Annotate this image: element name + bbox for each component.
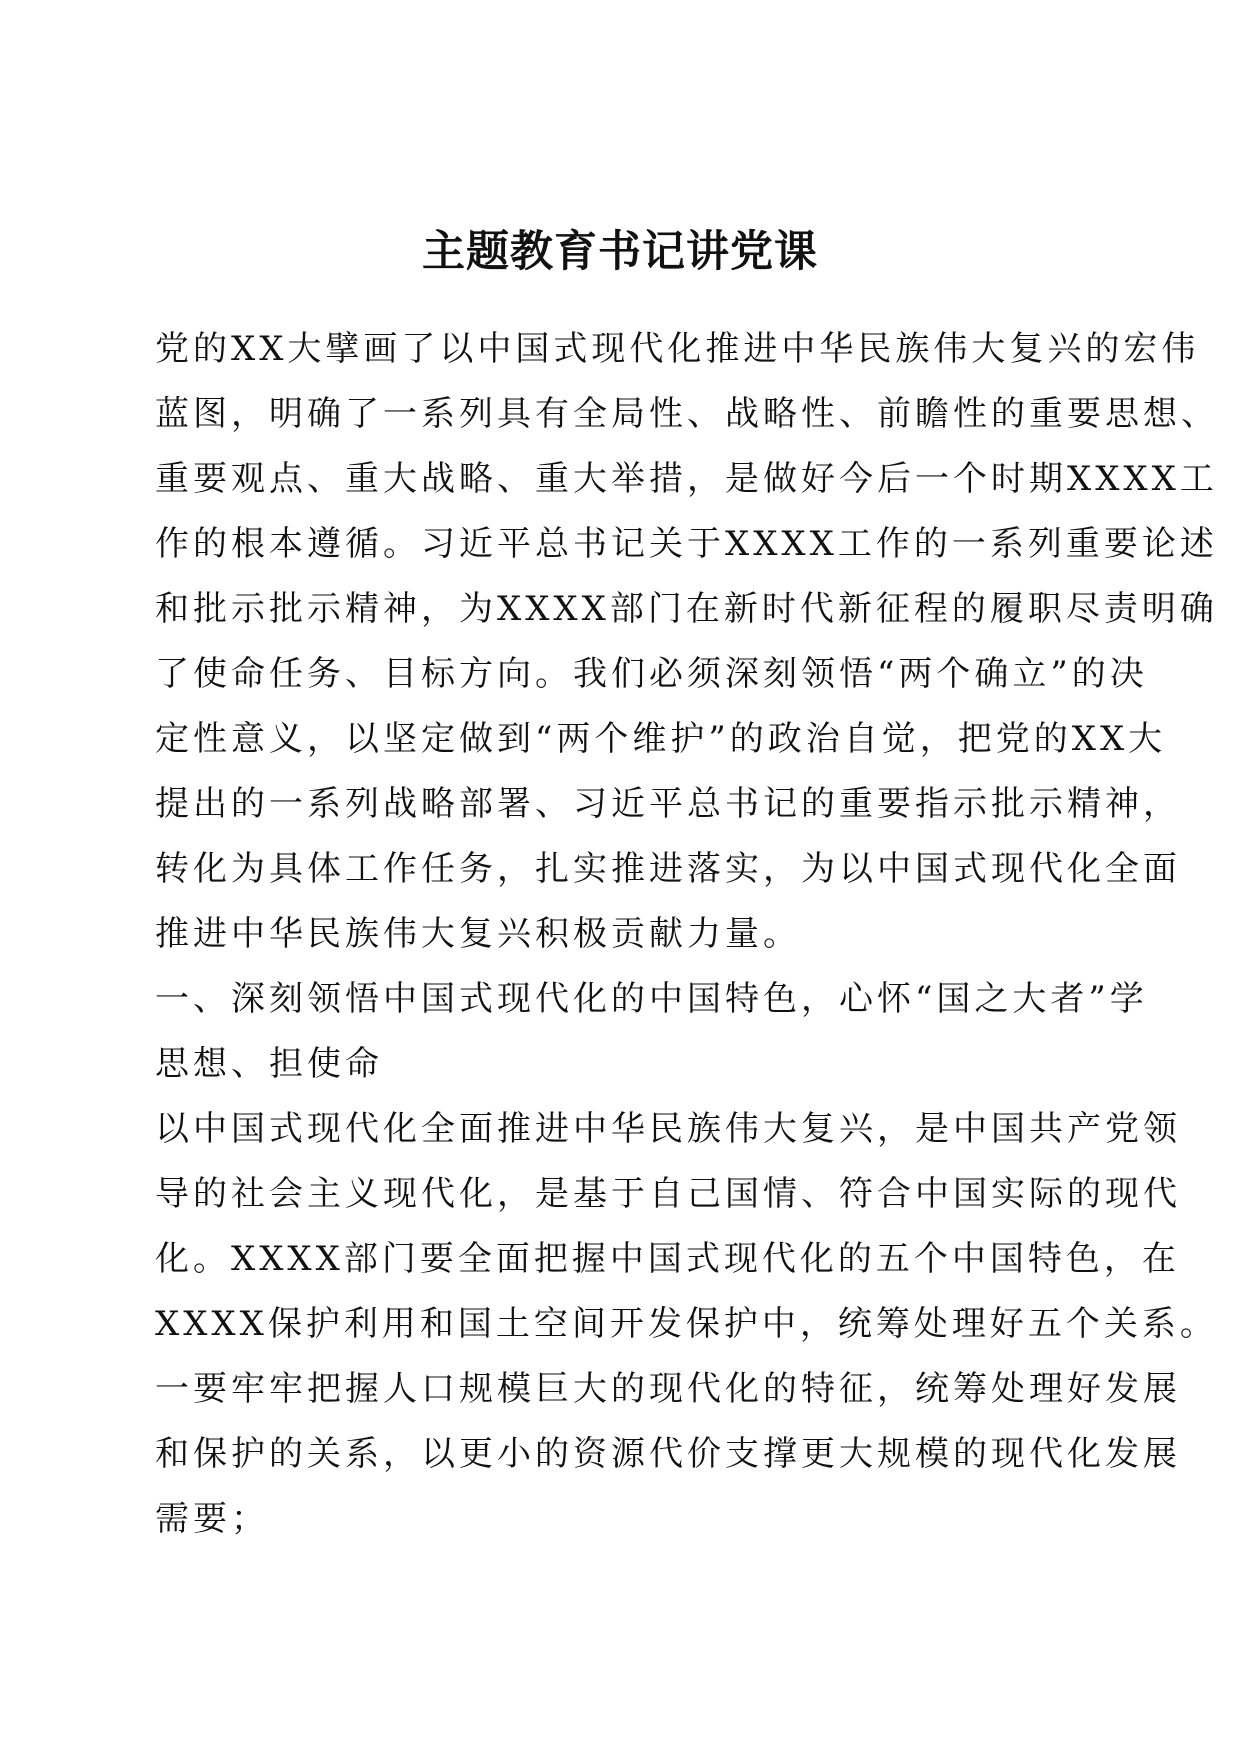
section-heading-line: 思想、担使命 [155,1044,383,1084]
body-line: 导的社会主义现代化，是基于自己国情、符合中国实际的现代 [155,1174,1181,1214]
body-line: 党的XX大擘画了以中国式现代化推进中华民族伟大复兴的宏伟 [155,329,1200,369]
body-line: 以中国式现代化全面推进中华民族伟大复兴，是中国共产党领 [155,1109,1181,1149]
document-title: 主题教育书记讲党课 [422,227,818,277]
body-line: XXXX保护利用和国土空间开发保护中，统筹处理好五个关系。 [155,1304,1218,1344]
body-line: 提出的一系列战略部署、习近平总书记的重要指示批示精神， [155,784,1181,824]
body-line: 推进中华民族伟大复兴积极贡献力量。 [155,914,801,954]
body-line: 作的根本遵循。习近平总书记关于XXXX工作的一系列重要论述 [155,524,1218,564]
body-line: 转化为具体工作任务，扎实推进落实，为以中国式现代化全面 [155,849,1181,889]
body-line: 需要； [155,1499,269,1539]
body-line: 一要牢牢把握人口规模巨大的现代化的特征，统筹处理好发展 [155,1369,1181,1409]
body-line: 蓝图，明确了一系列具有全局性、战略性、前瞻性的重要思想、 [155,394,1219,434]
body-line: 定性意义，以坚定做到“两个维护”的政治自觉，把党的XX大 [155,719,1167,759]
section-heading-line: 一、深刻领悟中国式现代化的中国特色，心怀“国之大者”学 [155,979,1148,1019]
body-line: 和保护的关系，以更小的资源代价支撑更大规模的现代化发展 [155,1434,1181,1474]
body-line: 化。XXXX部门要全面把握中国式现代化的五个中国特色，在 [155,1239,1180,1279]
body-line: 和批示批示精神，为XXXX部门在新时代新征程的履职尽责明确 [155,589,1218,629]
body-line: 重要观点、重大战略、重大举措，是做好今后一个时期XXXX工 [155,459,1218,499]
body-line: 了使命任务、目标方向。我们必须深刻领悟“两个确立”的决 [155,654,1148,694]
